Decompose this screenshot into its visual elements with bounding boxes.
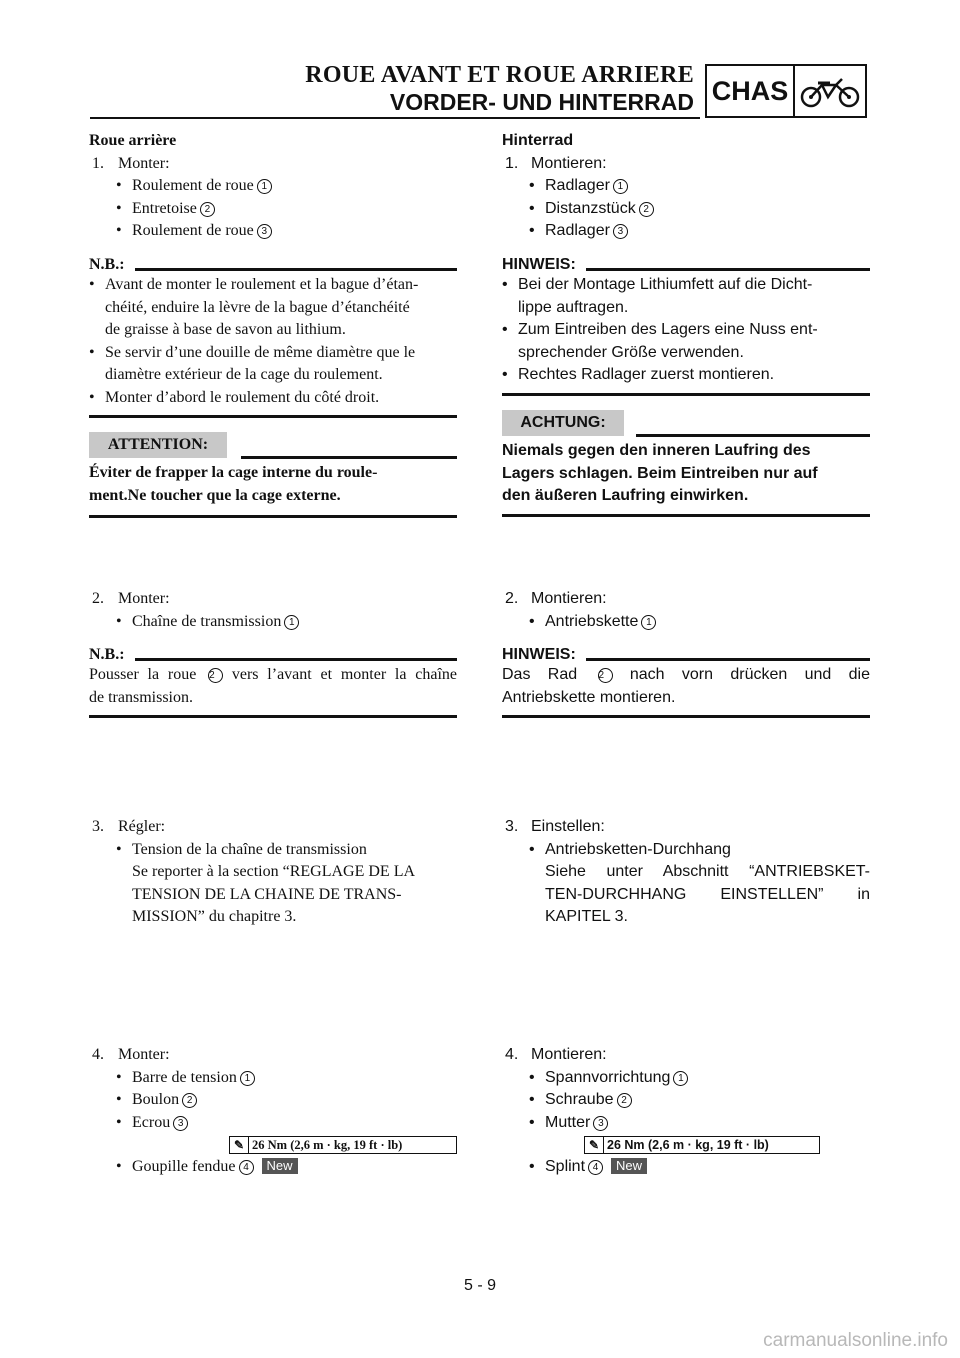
instruction-text: Siehe unter Abschnitt “ANTRIEBSKET-: [545, 863, 870, 880]
note-end-rule: [502, 393, 870, 396]
step-label: Montieren:: [531, 154, 607, 172]
note-text: Antriebskette montieren.: [502, 688, 676, 706]
step-number: 2.: [505, 590, 519, 607]
ref-number: 2: [208, 668, 223, 683]
ref-number: 2: [598, 668, 613, 683]
note-text: Pousser la roue: [89, 666, 197, 683]
ref-number: 3: [173, 1116, 188, 1131]
step-label: Monter:: [118, 1046, 170, 1063]
ref-number: 3: [613, 224, 628, 239]
new-part-badge: New: [262, 1158, 298, 1174]
attention-label: ACHTUNG:: [502, 410, 624, 436]
de-attention: [502, 410, 870, 517]
instruction-text: TEN-DURCHHANG EINSTELLEN” in: [545, 885, 870, 903]
note-text: diamètre extérieur de la cage du roulement.: [105, 366, 383, 383]
attention-text: Éviter de frapper la cage interne du roule-: [89, 464, 378, 481]
torque-spec: [229, 1136, 457, 1154]
note-text: Monter d’abord le roulement du côté droit.: [105, 388, 380, 406]
note-text: Das Rad: [502, 666, 578, 683]
note-label: N.B.:: [89, 646, 125, 663]
note-label: HINWEIS:: [502, 256, 576, 273]
ref-number: 3: [257, 224, 272, 239]
list-item: Mutter: [545, 1113, 591, 1131]
list-item: Ecrou: [132, 1113, 171, 1131]
ref-number: 4: [239, 1160, 254, 1175]
step-label: Régler:: [118, 818, 166, 835]
list-item: Antriebskette: [545, 612, 639, 630]
note-text: sprechender Größe verwenden.: [518, 343, 744, 361]
note-text: de transmission.: [89, 688, 193, 706]
step-number: 2.: [92, 590, 104, 607]
note-text: Zum Eintreiben des Lagers eine Nuss ent-: [518, 321, 818, 338]
step-label: Montieren:: [531, 1046, 607, 1063]
ref-number: 1: [673, 1071, 688, 1086]
attention-text: Niemals gegen den inneren Laufring des: [502, 442, 811, 459]
step-number: 1.: [92, 154, 104, 172]
attention-text: ment.Ne toucher que la cage externe.: [89, 486, 341, 504]
de-heading: Hinterrad: [502, 132, 574, 149]
step-number: 4.: [92, 1046, 104, 1063]
fr-attention: [89, 432, 457, 518]
de-step4: 4. Montieren: • Spannvorrichtung 1 • Schraube 2 • Mutter 3 ✎ 26 Nm (2,6 m · kg, 19 ft · lb) • Splint 4 New: [502, 1044, 870, 1179]
ref-number: 3: [593, 1116, 608, 1131]
list-item: Roulement de roue: [132, 222, 254, 239]
list-item: Schraube: [545, 1091, 614, 1108]
attention-text: Lagers schlagen. Beim Eintreiben nur auf: [502, 464, 818, 482]
de-note2: [502, 642, 870, 718]
list-item: Goupille fendue: [132, 1158, 236, 1175]
list-item: Boulon: [132, 1091, 180, 1108]
instruction-text: MISSION” du chapitre 3.: [132, 908, 297, 925]
header-rule: [90, 117, 700, 119]
list-item: Splint: [545, 1158, 586, 1175]
motorcycle-icon: [795, 66, 865, 116]
ref-number: 1: [257, 179, 272, 194]
ref-number: 2: [617, 1093, 632, 1108]
note-end-rule: [89, 715, 457, 718]
attention-end-rule: [89, 515, 457, 518]
ref-number: 2: [639, 202, 654, 217]
ref-number: 2: [200, 202, 215, 217]
instruction-text: Se reporter à la section “REGLAGE DE LA: [132, 863, 416, 880]
step-label: Montieren:: [531, 590, 607, 607]
fr-step4: 4. Monter: • Barre de tension 1 • Boulon 2 • Ecrou 3 ✎ 26 Nm (2,6 m · kg, 19 ft · lb) • Goupille fendue 4 New: [89, 1044, 457, 1179]
note-text: Rechtes Radlager zuerst montieren.: [518, 366, 775, 383]
note-end-rule: [89, 415, 457, 418]
header-title-fr: ROUE AVANT ET ROUE ARRIERE: [305, 62, 694, 88]
note-label: N.B.:: [89, 256, 125, 273]
note-text: Bei der Montage Lithiumfett auf die Dicht-: [518, 276, 813, 293]
step-label: Monter:: [118, 590, 170, 607]
attention-label: ATTENTION:: [89, 432, 227, 458]
de-step3: 3. Einstellen: • Antriebsketten-Durchhang Siehe unter Abschnitt “ANTRIEBSKET- TEN-DURCHHANG EINSTELLEN” in KAPITEL 3.: [502, 816, 870, 929]
attention-text: den äußeren Laufring einwirken.: [502, 487, 749, 504]
attention-end-rule: [502, 514, 870, 517]
watermark: carmanualsonline.info: [763, 1330, 948, 1351]
new-part-badge: New: [611, 1158, 647, 1174]
note-text: lippe auftragen.: [518, 298, 629, 316]
wrench-icon: ✎: [588, 1137, 600, 1152]
fr-heading: Roue arrière: [89, 132, 177, 149]
step-number: 1.: [505, 154, 519, 172]
list-item: Spannvorrichtung: [545, 1068, 671, 1086]
header-title-de: VORDER- UND HINTERRAD: [389, 89, 694, 115]
list-item: Distanzstück: [545, 199, 636, 217]
note-text: Se servir d’une douille de même diamètre que le: [105, 343, 416, 361]
de-step1: Hinterrad 1. Montieren: • Radlager 1 • Distanzstück 2 • Radlager 3: [502, 130, 870, 243]
wrench-icon: ✎: [233, 1137, 245, 1152]
note-label: HINWEIS:: [502, 646, 576, 663]
list-item: Barre de tension: [132, 1068, 237, 1086]
note-text: Avant de monter le roulement et la bague d’étan-: [105, 276, 419, 293]
list-item: Chaîne de transmission: [132, 612, 282, 630]
step-label: Einstellen:: [531, 818, 605, 835]
fr-note2: [89, 642, 457, 718]
instruction-text: TENSION DE LA CHAINE DE TRANS-: [132, 885, 402, 903]
ref-number: 4: [588, 1160, 603, 1175]
de-note1: HINWEIS: • Bei der Montage Lithiumfett auf die Dicht- lippe auftragen. • Zum Eintreiben des Lagers eine Nuss ent- sprechender Größe verwenden. • Rechtes Radlager zuerst montieren.: [502, 252, 870, 396]
list-item: Roulement de roue: [132, 177, 254, 194]
torque-value: 26 Nm (2,6 m · kg, 19 ft · lb): [248, 1137, 402, 1153]
instruction-text: KAPITEL 3.: [545, 908, 628, 925]
torque-spec: [584, 1136, 820, 1154]
ref-number: 2: [182, 1093, 197, 1108]
ref-number: 1: [613, 179, 628, 194]
fr-step3: 3. Régler: • Tension de la chaîne de transmission Se reporter à la section “REGLAGE DE LA TENSION DE LA CHAINE DE TRANS- MISSION” du chapitre 3.: [89, 816, 457, 929]
list-item: Radlager: [545, 222, 610, 239]
de-step2: 2. Montieren: • Antriebskette 1: [502, 588, 870, 633]
fr-note1: N.B.: • Avant de monter le roulement et la bague d’étan- chéité, enduire la lèvre de la bague d’étanchéité de graisse à base de savon au lithium. • Se servir d’une douille de même diamètre que le diamètre extérieur de la cage du roulement. • Monter d’abord le roulement du côté droit.: [89, 252, 457, 418]
list-item: Antriebsketten-Durchhang: [545, 840, 731, 858]
note-end-rule: [502, 715, 870, 718]
list-item: Radlager: [545, 177, 610, 194]
ref-number: 1: [284, 615, 299, 630]
list-item: Entretoise: [132, 199, 197, 217]
step-number: 4.: [505, 1046, 519, 1063]
ref-number: 1: [641, 615, 656, 630]
note-text: chéité, enduire la lèvre de la bague d’étanchéité: [105, 298, 410, 316]
note-text: vers l’avant et monter la chaîne: [231, 666, 457, 683]
page-number: 5 - 9: [463, 1277, 496, 1294]
fr-step2: 2. Monter: • Chaîne de transmission 1: [89, 588, 457, 633]
ref-number: 1: [240, 1071, 255, 1086]
note-text: nach vorn drücken und die: [629, 666, 870, 683]
list-item: Tension de la chaîne de transmission: [132, 840, 367, 858]
section-code: CHAS: [707, 66, 795, 116]
step-label: Monter:: [118, 154, 170, 172]
step-number: 3.: [505, 818, 519, 835]
step-number: 3.: [92, 818, 104, 835]
torque-value: 26 Nm (2,6 m · kg, 19 ft · lb): [603, 1137, 769, 1153]
note-text: de graisse à base de savon au lithium.: [105, 321, 346, 338]
fr-step1: Roue arrière 1. Monter: • Roulement de roue 1 • Entretoise 2 • Roulement de roue 3: [89, 130, 457, 243]
section-badge: [705, 64, 867, 118]
